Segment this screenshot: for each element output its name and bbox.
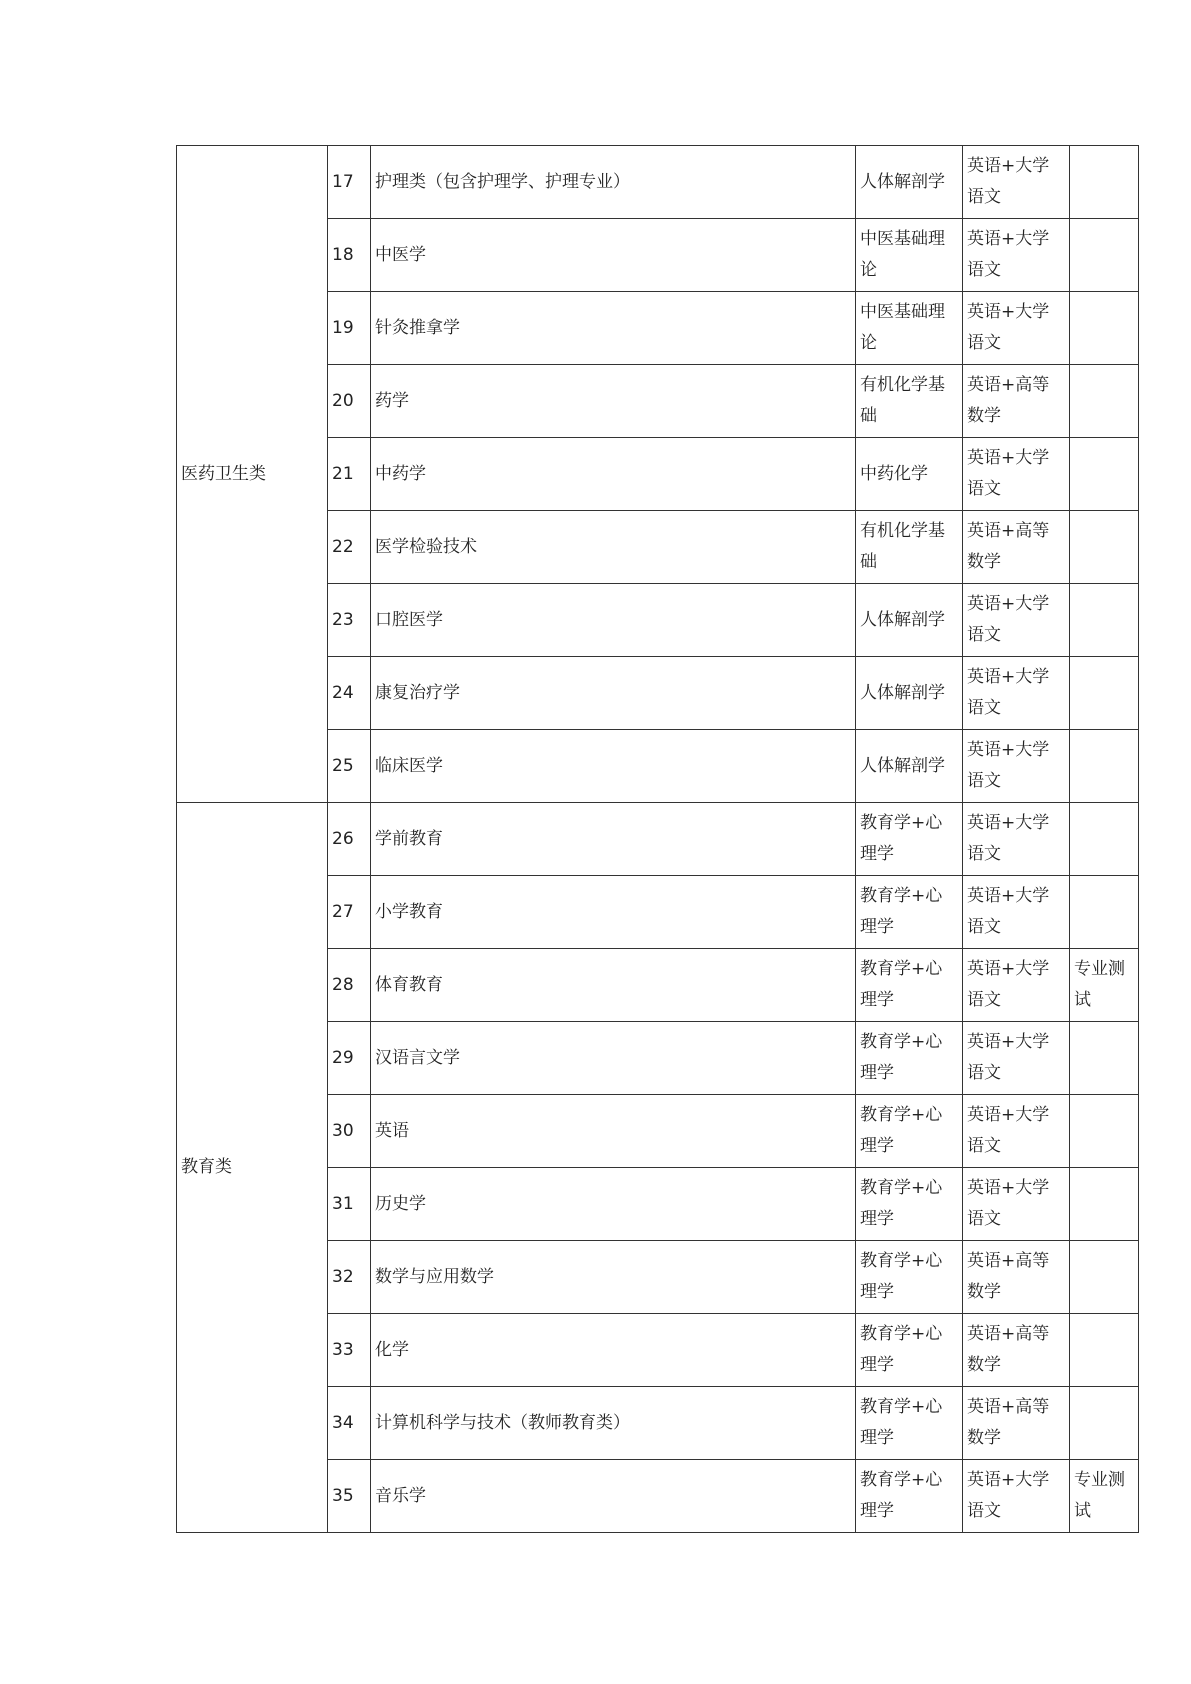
row-number-cell: 19 [328, 292, 371, 365]
subject-cell: 中药化学 [856, 438, 963, 511]
subject-cell: 教育学+心理学 [856, 803, 963, 876]
extra-test-cell [1070, 438, 1139, 511]
major-name-cell: 中医学 [371, 219, 856, 292]
exam-subjects-cell: 英语+大学语文 [963, 1460, 1070, 1533]
subject-cell: 教育学+心理学 [856, 1022, 963, 1095]
row-number-cell: 30 [328, 1095, 371, 1168]
extra-test-cell [1070, 1095, 1139, 1168]
major-name-cell: 英语 [371, 1095, 856, 1168]
extra-test-cell [1070, 219, 1139, 292]
exam-subjects-cell: 英语+大学语文 [963, 876, 1070, 949]
exam-subjects-cell: 英语+大学语文 [963, 1022, 1070, 1095]
exam-subjects-cell: 英语+大学语文 [963, 438, 1070, 511]
extra-test-cell [1070, 1168, 1139, 1241]
exam-subjects-cell: 英语+大学语文 [963, 292, 1070, 365]
major-name-cell: 口腔医学 [371, 584, 856, 657]
exam-subjects-cell: 英语+大学语文 [963, 219, 1070, 292]
subject-cell: 有机化学基础 [856, 365, 963, 438]
extra-test-cell [1070, 657, 1139, 730]
row-number-cell: 17 [328, 146, 371, 219]
exam-subjects-cell: 英语+高等数学 [963, 511, 1070, 584]
major-name-cell: 中药学 [371, 438, 856, 511]
major-name-cell: 化学 [371, 1314, 856, 1387]
extra-test-cell [1070, 292, 1139, 365]
row-number-cell: 23 [328, 584, 371, 657]
subject-cell: 教育学+心理学 [856, 1314, 963, 1387]
row-number-cell: 34 [328, 1387, 371, 1460]
extra-test-cell [1070, 876, 1139, 949]
row-number-cell: 32 [328, 1241, 371, 1314]
extra-test-cell: 专业测试 [1070, 1460, 1139, 1533]
table-row [177, 146, 1139, 219]
extra-test-cell [1070, 1387, 1139, 1460]
extra-test-cell [1070, 511, 1139, 584]
row-number-cell: 22 [328, 511, 371, 584]
extra-test-cell [1070, 1241, 1139, 1314]
table-body [177, 146, 1139, 1533]
category-cell: 医药卫生类 [177, 146, 328, 803]
major-name-cell: 计算机科学与技术（教师教育类） [371, 1387, 856, 1460]
subject-cell: 教育学+心理学 [856, 949, 963, 1022]
row-number-cell: 27 [328, 876, 371, 949]
extra-test-cell [1070, 146, 1139, 219]
subject-cell: 中医基础理论 [856, 292, 963, 365]
exam-subjects-cell: 英语+大学语文 [963, 584, 1070, 657]
major-exam-table [176, 145, 1139, 1533]
exam-subjects-cell: 英语+高等数学 [963, 365, 1070, 438]
subject-cell: 人体解剖学 [856, 730, 963, 803]
row-number-cell: 21 [328, 438, 371, 511]
subject-cell: 人体解剖学 [856, 584, 963, 657]
major-name-cell: 数学与应用数学 [371, 1241, 856, 1314]
exam-subjects-cell: 英语+大学语文 [963, 146, 1070, 219]
row-number-cell: 31 [328, 1168, 371, 1241]
exam-subjects-cell: 英语+高等数学 [963, 1314, 1070, 1387]
major-name-cell: 音乐学 [371, 1460, 856, 1533]
major-name-cell: 汉语言文学 [371, 1022, 856, 1095]
subject-cell: 有机化学基础 [856, 511, 963, 584]
extra-test-cell [1070, 1022, 1139, 1095]
major-name-cell: 康复治疗学 [371, 657, 856, 730]
exam-subjects-cell: 英语+大学语文 [963, 1095, 1070, 1168]
exam-subjects-cell: 英语+大学语文 [963, 1168, 1070, 1241]
major-name-cell: 临床医学 [371, 730, 856, 803]
subject-cell: 人体解剖学 [856, 657, 963, 730]
row-number-cell: 24 [328, 657, 371, 730]
extra-test-cell [1070, 584, 1139, 657]
row-number-cell: 35 [328, 1460, 371, 1533]
row-number-cell: 28 [328, 949, 371, 1022]
row-number-cell: 33 [328, 1314, 371, 1387]
category-cell: 教育类 [177, 803, 328, 1533]
row-number-cell: 20 [328, 365, 371, 438]
extra-test-cell [1070, 730, 1139, 803]
row-number-cell: 29 [328, 1022, 371, 1095]
major-name-cell: 小学教育 [371, 876, 856, 949]
row-number-cell: 26 [328, 803, 371, 876]
extra-test-cell [1070, 1314, 1139, 1387]
major-name-cell: 针灸推拿学 [371, 292, 856, 365]
exam-subjects-cell: 英语+大学语文 [963, 949, 1070, 1022]
exam-subjects-cell: 英语+大学语文 [963, 730, 1070, 803]
major-name-cell: 学前教育 [371, 803, 856, 876]
major-name-cell: 体育教育 [371, 949, 856, 1022]
exam-subjects-cell: 英语+高等数学 [963, 1387, 1070, 1460]
extra-test-cell [1070, 365, 1139, 438]
subject-cell: 教育学+心理学 [856, 1168, 963, 1241]
subject-cell: 教育学+心理学 [856, 1460, 963, 1533]
row-number-cell: 25 [328, 730, 371, 803]
subject-cell: 人体解剖学 [856, 146, 963, 219]
exam-subjects-cell: 英语+大学语文 [963, 657, 1070, 730]
exam-subjects-cell: 英语+大学语文 [963, 803, 1070, 876]
subject-cell: 教育学+心理学 [856, 1095, 963, 1168]
subject-cell: 教育学+心理学 [856, 876, 963, 949]
subject-cell: 教育学+心理学 [856, 1387, 963, 1460]
table-row [177, 803, 1139, 876]
extra-test-cell [1070, 803, 1139, 876]
major-name-cell: 药学 [371, 365, 856, 438]
exam-subjects-cell: 英语+高等数学 [963, 1241, 1070, 1314]
row-number-cell: 18 [328, 219, 371, 292]
subject-cell: 教育学+心理学 [856, 1241, 963, 1314]
major-name-cell: 护理类（包含护理学、护理专业） [371, 146, 856, 219]
major-name-cell: 历史学 [371, 1168, 856, 1241]
subject-cell: 中医基础理论 [856, 219, 963, 292]
extra-test-cell: 专业测试 [1070, 949, 1139, 1022]
major-name-cell: 医学检验技术 [371, 511, 856, 584]
